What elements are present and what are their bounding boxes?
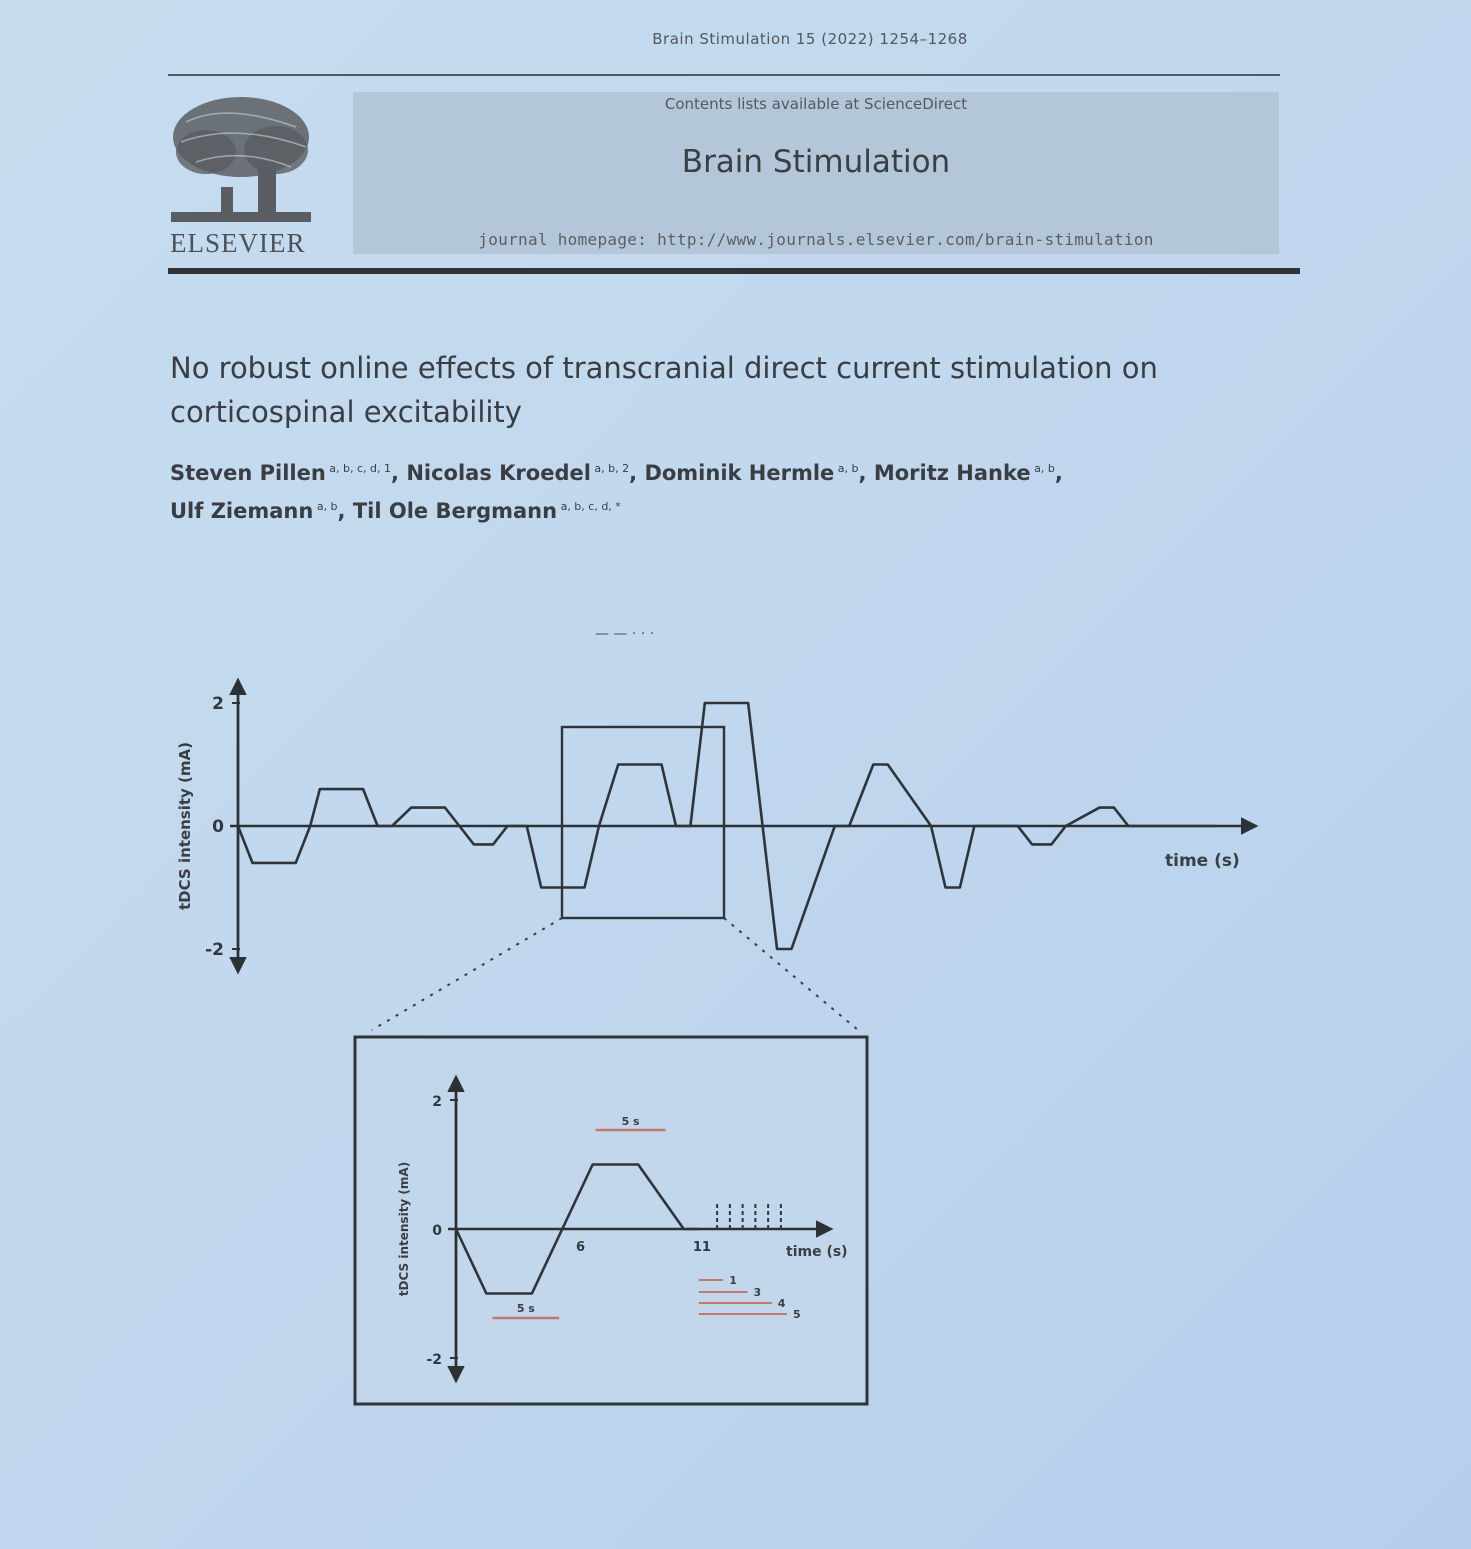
- author-affiliation: a, b: [313, 500, 338, 513]
- y-tick-label: 2: [212, 694, 224, 714]
- y-tick-label: 0: [212, 817, 224, 837]
- author-name[interactable]: Til Ole Bergmann: [352, 499, 558, 523]
- y-tick-label: 2: [432, 1094, 442, 1110]
- author-list: Steven Pillen $^{a, b, c, d, 1}$, Nicolas Kroedel $^{a, b, 2}$, Dominik Hermle $^{a, b}$, Moritz Hanke $^{a, b}$, Ulf Ziemann $^{a, b}$, Til Ole Bergmann $^{a, b, c, d, *}$: [170, 461, 1063, 523]
- inset-chart: [355, 1037, 867, 1404]
- interval-label: 4: [777, 1297, 786, 1310]
- svg-text:— — · · ·: — — · · ·: [595, 626, 655, 642]
- author-name[interactable]: Nicolas Kroedel: [406, 461, 591, 485]
- interval-label: 3: [753, 1286, 762, 1299]
- x-tick-label: 6: [575, 1240, 586, 1255]
- zoom-connector-right: [724, 918, 858, 1030]
- author-name[interactable]: Ulf Ziemann: [170, 499, 314, 523]
- y-tick-label: 0: [432, 1223, 442, 1239]
- duration-label: 5 s: [516, 1302, 535, 1315]
- x-tick-label: 11: [692, 1240, 711, 1255]
- y-axis-label: tDCS intensity (mA): [176, 742, 194, 910]
- interval-label: 5: [792, 1308, 801, 1321]
- zoom-connector-left: [372, 918, 562, 1030]
- author-name[interactable]: Moritz Hanke: [873, 461, 1031, 485]
- main-chart: [176, 681, 1255, 1030]
- inset-frame: [355, 1037, 867, 1404]
- article-title: No robust online effects of transcranial direct current stimulation on corticospinal excitability: [170, 351, 1158, 429]
- author-name[interactable]: Dominik Hermle: [644, 461, 835, 485]
- journal-title: Brain Stimulation: [681, 144, 951, 180]
- duration-label: 5 s: [621, 1115, 640, 1128]
- interval-label: 1: [729, 1274, 737, 1287]
- author-affiliation: a, b: [1030, 462, 1055, 475]
- author-affiliation: a, b: [834, 462, 859, 475]
- author-affiliation: a, b, c, d, 1: [325, 462, 392, 475]
- running-head: Brain Stimulation 15 (2022) 1254–1268: [652, 30, 968, 48]
- y-axis-label: tDCS intensity (mA): [397, 1161, 411, 1297]
- y-tick-label: -2: [426, 1352, 442, 1368]
- y-tick-label: -2: [205, 940, 224, 960]
- author-affiliation: a, b, c, d, *: [557, 500, 621, 513]
- publisher-name: ELSEVIER: [170, 228, 306, 258]
- author-name[interactable]: Steven Pillen: [170, 461, 326, 485]
- x-axis-label: time (s): [1165, 851, 1240, 871]
- x-axis-label: time (s): [786, 1244, 848, 1260]
- author-affiliation: a, b, 2: [590, 462, 630, 475]
- contents-line[interactable]: Contents lists available at ScienceDirect: [664, 95, 968, 113]
- journal-homepage-link[interactable]: journal homepage: http://www.journals.elsevier.com/brain-stimulation: [478, 230, 1154, 249]
